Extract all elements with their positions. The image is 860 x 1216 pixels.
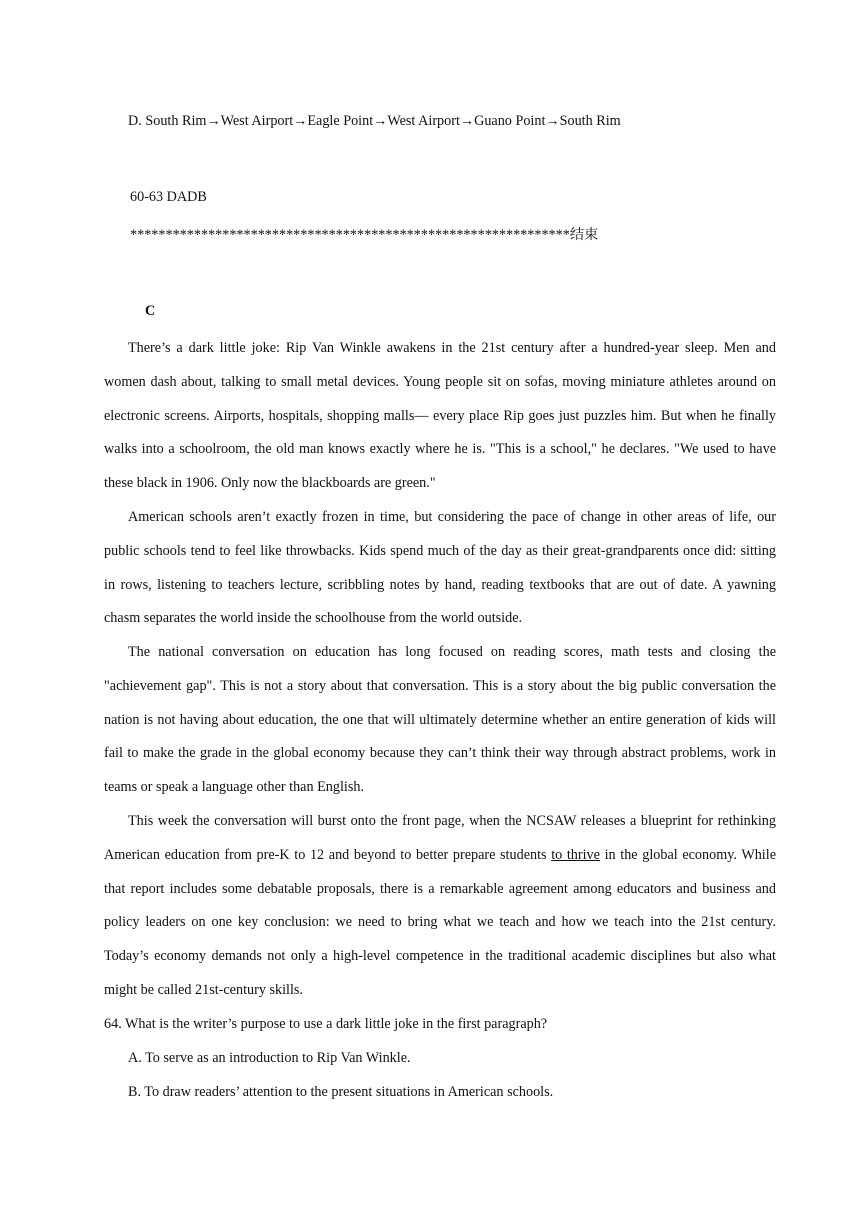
passage-paragraph-1: There’s a dark little joke: Rip Van Winkle awakens in the 21st century after a hundred-year sleep. Men and women dash about, talking to small metal devices. Young people sit on sofas, moving miniature athletes around on electronic screens. Airports, hospitals, shopping malls— every place Rip goes just puzzles him. But when he finally walks into a schoolroom, the old man knows exactly where he is. "This is a school," he declares. "We used to have these black in 1906. Only now the blackboards are green." [104, 340, 776, 492]
end-marker: **************************************************************结束 [130, 227, 599, 243]
question-option-b: B. To draw readers’ attention to the present situations in American schools. [128, 1084, 554, 1100]
prev-answers: 60-63 DADB [130, 189, 207, 205]
prev-option-d: D. South Rim→West Airport→Eagle Point→West Airport→Guano Point→South Rim [128, 113, 621, 129]
passage-paragraph-2: American schools aren’t exactly frozen in time, but considering the pace of change in other areas of life, our public schools tend to feel like throwbacks. Kids spend much of the day as their great-grandparents once did: sitting in rows, listening to teachers lecture, scribbling notes by hand, reading textbooks that are out of date. A yawning chasm separates the world inside the schoolhouse from the world outside. [104, 509, 776, 627]
question-option-a: A. To serve as an introduction to Rip Van Winkle. [128, 1050, 411, 1066]
paragraph-4-text-end: in the global economy. While that report includes some debatable proposals, there is a remarkable agreement among educators and business and policy leaders on one key conclusion: we need to bring what we teach and how we teach into the 21st century. Today’s economy demands not only a high-level competence in the traditional academic disciplines but also what might be called 21st-century skills. [104, 846, 776, 998]
question-stem: 64. What is the writer’s purpose to use a dark little joke in the first paragraph? [104, 1016, 548, 1032]
passage-paragraph-4 [104, 805, 776, 1008]
section-label: C [145, 303, 156, 319]
passage-paragraph-3: The national conversation on education has long focused on reading scores, math tests and closing the "achievement gap". This is not a story about that conversation. This is a story about the big public conversation the nation is not having about education, the one that will ultimately determine whether an entire generation of kids will fail to make the grade in the global economy because they can’t think their way through abstract problems, work in teams or speak a language other than English. [104, 644, 776, 796]
paragraph-4-text-start: This week the conversation will burst onto the front page, when the NCSAW releases a blueprint for rethinking American education from pre-K to 12 and beyond to better prepare students [104, 813, 776, 863]
underlined-phrase: to thrive [551, 846, 600, 863]
